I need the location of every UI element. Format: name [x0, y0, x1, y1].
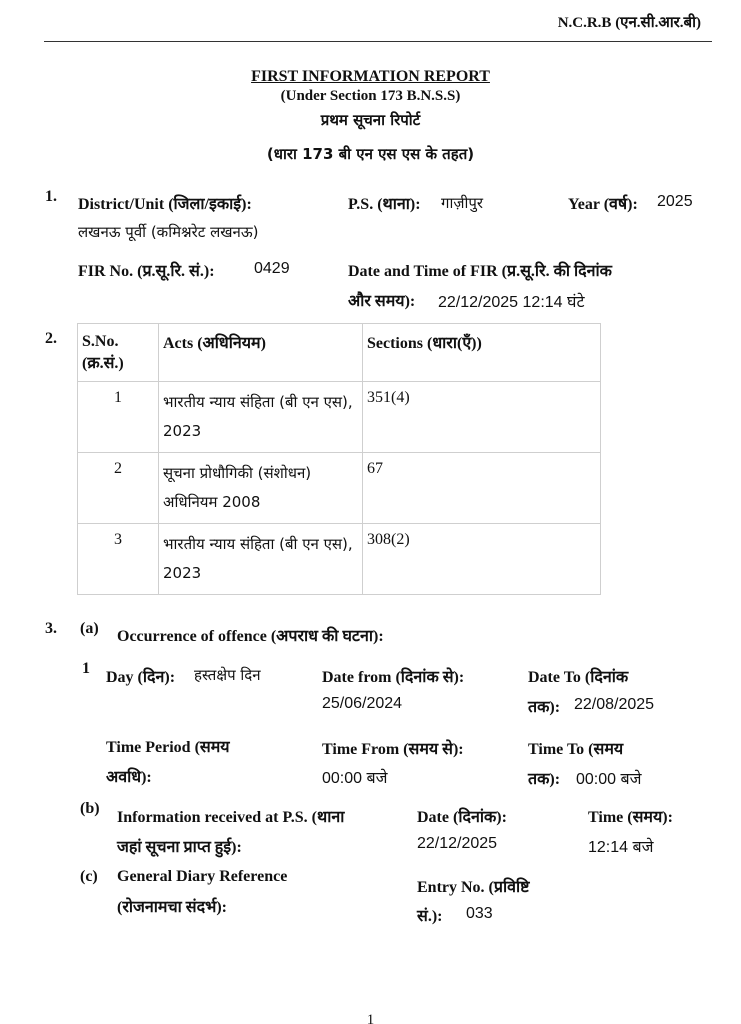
- info-date-value: 22/12/2025: [417, 835, 498, 852]
- info-date-label: Date (दिनांक):: [417, 809, 507, 826]
- time-to-label: Time To (समय: [528, 741, 624, 758]
- police-station-label: P.S. (थाना):: [348, 196, 421, 213]
- row-section: 351(4): [363, 382, 601, 453]
- table-row: [78, 453, 601, 524]
- time-period-label-cont: अवधि):: [106, 769, 152, 786]
- row-sno: 3: [78, 524, 159, 595]
- row-sno: 2: [78, 453, 159, 524]
- general-diary-label-cont: (रोजनामचा संदर्भ):: [117, 899, 228, 916]
- police-station-value: गाज़ीपुर: [441, 194, 484, 212]
- time-from-label: Time From (समय से):: [322, 741, 464, 758]
- time-period-label: Time Period (समय: [106, 739, 230, 756]
- entry-number-label: Entry No. (प्रविष्टि: [417, 879, 530, 896]
- date-from-label: Date from (दिनांक से):: [322, 669, 465, 686]
- report-title: FIRST INFORMATION REPORT: [251, 68, 490, 85]
- header-rule: [44, 41, 712, 42]
- fir-number-value: 0429: [254, 260, 290, 277]
- ncrb-header: N.C.R.B (एन.सी.आर.बी): [557, 15, 701, 31]
- section-2-number: 2.: [45, 330, 57, 347]
- district-label: District/Unit (जिला/इकाई):: [78, 196, 252, 213]
- report-title-hindi: प्रथम सूचना रिपोर्ट: [320, 111, 421, 129]
- table-row: [78, 524, 601, 595]
- section-3-number: 3.: [45, 620, 57, 637]
- sub-b-label: (b): [80, 800, 100, 817]
- row-section: 308(2): [363, 524, 601, 595]
- info-received-label-cont: जहां सूचना प्राप्त हुई):: [117, 839, 242, 856]
- fir-datetime-value: 22/12/2025 12:14 घंटे: [438, 294, 585, 311]
- report-subtitle-hindi: (धारा 173 बी एन एस एस के तहत): [266, 145, 475, 163]
- fir-number-label: FIR No. (प्र.सू.रि. सं.):: [78, 263, 215, 280]
- occurrence-item-number: 1: [82, 660, 90, 677]
- sub-a-label: (a): [80, 620, 99, 637]
- section-1-number: 1.: [45, 188, 57, 205]
- date-to-value: 22/08/2025: [574, 696, 655, 713]
- time-to-label-cont: तक):: [528, 771, 561, 788]
- time-from-value: 00:00 बजे: [322, 770, 388, 787]
- date-to-label: Date To (दिनांक: [528, 669, 629, 686]
- sno-header-hi: (क्र.सं.): [82, 355, 124, 372]
- sub-c-label: (c): [80, 868, 98, 885]
- sections-header: Sections (धारा(एँ)): [363, 324, 601, 382]
- day-value: हस्तक्षेप दिन: [194, 666, 261, 684]
- row-sno: 1: [78, 382, 159, 453]
- sno-header: [78, 324, 159, 382]
- acts-table-header: [78, 324, 601, 382]
- time-to-value: 00:00 बजे: [576, 771, 642, 788]
- occurrence-label: Occurrence of offence (अपराध की घटना):: [117, 628, 384, 645]
- page-number: 1: [366, 1012, 375, 1024]
- date-from-value: 25/06/2024: [322, 695, 403, 712]
- date-to-label-cont: तक):: [528, 699, 561, 716]
- row-act: भारतीय न्याय संहिता (बी एन एस), 2023: [159, 524, 363, 595]
- entry-number-value: 033: [466, 905, 493, 922]
- year-value: 2025: [657, 193, 693, 210]
- info-time-label: Time (समय):: [588, 809, 673, 826]
- row-act: सूचना प्रोधौगिकी (संशोधन) अधिनियम 2008: [159, 453, 363, 524]
- general-diary-label: General Diary Reference: [117, 868, 288, 885]
- day-label: Day (दिन):: [106, 669, 176, 686]
- table-row: [78, 382, 601, 453]
- year-label: Year (वर्ष):: [568, 196, 638, 213]
- sno-header-en: S.No.: [82, 333, 119, 350]
- acts-header: Acts (अधिनियम): [159, 324, 363, 382]
- report-subtitle: (Under Section 173 B.N.S.S): [280, 88, 461, 104]
- district-value: लखनऊ पूर्वी (कमिश्नरेट लखनऊ): [78, 223, 259, 241]
- entry-number-label-cont: सं.):: [417, 908, 443, 925]
- acts-table: [77, 323, 601, 595]
- fir-datetime-label: Date and Time of FIR (प्र.सू.रि. की दिनांक: [348, 263, 612, 280]
- info-received-label: Information received at P.S. (थाना: [117, 809, 345, 826]
- fir-datetime-label-cont: और समय):: [348, 293, 416, 310]
- row-section: 67: [363, 453, 601, 524]
- row-act: भारतीय न्याय संहिता (बी एन एस), 2023: [159, 382, 363, 453]
- info-time-value: 12:14 बजे: [588, 839, 654, 856]
